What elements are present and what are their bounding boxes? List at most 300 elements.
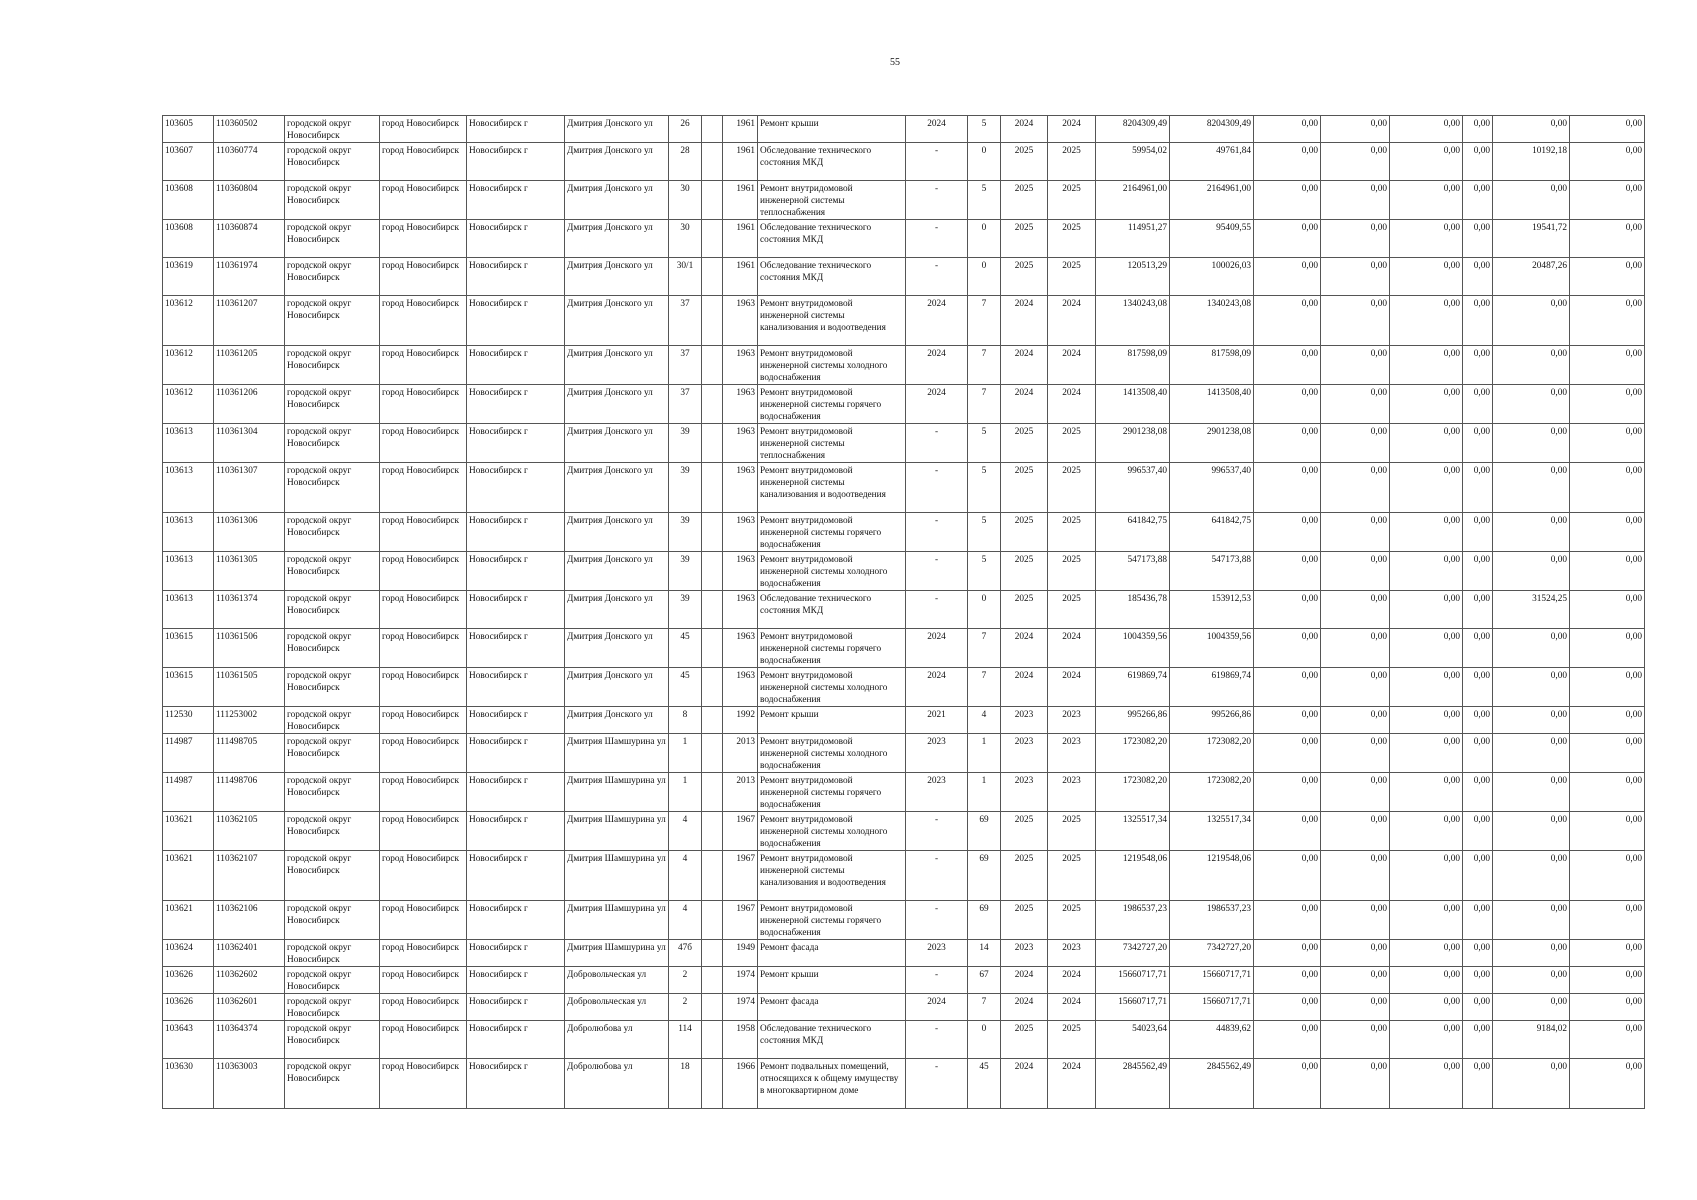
cell-reserve-funds: 0,00 — [1570, 463, 1645, 513]
cell-locality: Новосибирск г — [467, 463, 565, 513]
cell-end-year: 2025 — [1048, 220, 1096, 258]
cell-house-number: 28 — [669, 143, 702, 181]
cell-object-id: 103621 — [163, 812, 214, 851]
cell-start-year: 2025 — [1001, 901, 1048, 940]
cell-street: Дмитрия Донского ул — [565, 513, 669, 552]
cell-owners-funds: 0,00 — [1493, 463, 1570, 513]
cell-federal-budget: 0,00 — [1254, 143, 1321, 181]
cell-settlement: город Новосибирск — [380, 143, 467, 181]
cell-settlement: город Новосибирск — [380, 591, 467, 629]
cell-owners-funds: 20487,26 — [1493, 258, 1570, 296]
cell-other-sources: 0,00 — [1463, 116, 1493, 143]
cell-municipal-budget: 0,00 — [1390, 1059, 1463, 1109]
cell-work-type: Ремонт внутридомовой инженерной системы холодного водоснабжения — [758, 668, 906, 707]
cell-work-type: Обследование технического состояния МКД — [758, 220, 906, 258]
cell-planned-year: - — [906, 463, 968, 513]
cell-end-year: 2023 — [1048, 773, 1096, 812]
cell-house-number: 8 — [669, 707, 702, 734]
cell-federal-budget: 0,00 — [1254, 940, 1321, 967]
cell-planned-year: 2021 — [906, 707, 968, 734]
cell-total-cost: 8204309,49 — [1096, 116, 1170, 143]
cell-start-year: 2025 — [1001, 552, 1048, 591]
cell-object-id: 103643 — [163, 1021, 214, 1059]
cell-total-cost: 114951,27 — [1096, 220, 1170, 258]
cell-municipal-budget: 0,00 — [1390, 812, 1463, 851]
cell-total-cost: 1723082,20 — [1096, 734, 1170, 773]
cell-other-sources: 0,00 — [1463, 668, 1493, 707]
table-row — [163, 1021, 1645, 1059]
table-row — [163, 143, 1645, 181]
cell-regional-budget: 0,00 — [1321, 463, 1390, 513]
cell-planned-year: 2024 — [906, 385, 968, 424]
cell-wear-percent: 7 — [968, 629, 1001, 668]
cell-build-year: 1963 — [723, 629, 758, 668]
cell-build-year: 1961 — [723, 116, 758, 143]
cell-planned-year: - — [906, 143, 968, 181]
cell-regional-budget: 0,00 — [1321, 812, 1390, 851]
cell-object-id: 112530 — [163, 707, 214, 734]
cell-municipal-budget: 0,00 — [1390, 773, 1463, 812]
cell-reserve-funds: 0,00 — [1570, 940, 1645, 967]
cell-municipality: городской округ Новосибирск — [285, 143, 380, 181]
cell-house-number: 4 — [669, 901, 702, 940]
cell-building-letter — [702, 1059, 723, 1109]
cell-object-id: 103613 — [163, 591, 214, 629]
cell-object-id: 103621 — [163, 851, 214, 901]
cell-build-year: 1958 — [723, 1021, 758, 1059]
cell-start-year: 2025 — [1001, 143, 1048, 181]
cell-wear-percent: 7 — [968, 296, 1001, 346]
cell-reserve-funds: 0,00 — [1570, 707, 1645, 734]
cell-total-cost: 1413508,40 — [1096, 385, 1170, 424]
cell-street: Дмитрия Донского ул — [565, 591, 669, 629]
cell-owners-funds: 10192,18 — [1493, 143, 1570, 181]
cell-fund-cost: 547173,88 — [1170, 552, 1254, 591]
cell-work-type: Ремонт внутридомовой инженерной системы канализования и водоотведения — [758, 296, 906, 346]
cell-fund-cost: 1723082,20 — [1170, 773, 1254, 812]
cell-building-letter — [702, 513, 723, 552]
cell-street: Дмитрия Донского ул — [565, 143, 669, 181]
cell-federal-budget: 0,00 — [1254, 220, 1321, 258]
cell-owners-funds: 0,00 — [1493, 851, 1570, 901]
cell-planned-year: 2024 — [906, 629, 968, 668]
cell-wear-percent: 69 — [968, 812, 1001, 851]
cell-total-cost: 817598,09 — [1096, 346, 1170, 385]
cell-locality: Новосибирск г — [467, 629, 565, 668]
cell-build-year: 1963 — [723, 385, 758, 424]
cell-build-year: 1961 — [723, 220, 758, 258]
cell-work-id: 110360804 — [214, 181, 285, 220]
cell-locality: Новосибирск г — [467, 812, 565, 851]
cell-start-year: 2025 — [1001, 1021, 1048, 1059]
cell-work-id: 110362105 — [214, 812, 285, 851]
cell-house-number: 39 — [669, 424, 702, 463]
cell-municipality: городской округ Новосибирск — [285, 812, 380, 851]
cell-build-year: 1963 — [723, 552, 758, 591]
cell-other-sources: 0,00 — [1463, 1059, 1493, 1109]
cell-other-sources: 0,00 — [1463, 143, 1493, 181]
cell-planned-year: - — [906, 812, 968, 851]
cell-regional-budget: 0,00 — [1321, 1021, 1390, 1059]
cell-owners-funds: 0,00 — [1493, 629, 1570, 668]
cell-fund-cost: 995266,86 — [1170, 707, 1254, 734]
cell-street: Дмитрия Донского ул — [565, 707, 669, 734]
cell-work-id: 111498705 — [214, 734, 285, 773]
cell-municipality: городской округ Новосибирск — [285, 851, 380, 901]
cell-other-sources: 0,00 — [1463, 851, 1493, 901]
cell-fund-cost: 1413508,40 — [1170, 385, 1254, 424]
cell-locality: Новосибирск г — [467, 967, 565, 994]
cell-fund-cost: 8204309,49 — [1170, 116, 1254, 143]
cell-federal-budget: 0,00 — [1254, 385, 1321, 424]
cell-object-id: 103615 — [163, 629, 214, 668]
cell-build-year: 1967 — [723, 812, 758, 851]
cell-total-cost: 15660717,71 — [1096, 994, 1170, 1021]
cell-regional-budget: 0,00 — [1321, 994, 1390, 1021]
cell-other-sources: 0,00 — [1463, 513, 1493, 552]
cell-total-cost: 1723082,20 — [1096, 773, 1170, 812]
cell-federal-budget: 0,00 — [1254, 707, 1321, 734]
cell-end-year: 2025 — [1048, 591, 1096, 629]
cell-fund-cost: 15660717,71 — [1170, 994, 1254, 1021]
cell-federal-budget: 0,00 — [1254, 346, 1321, 385]
cell-settlement: город Новосибирск — [380, 851, 467, 901]
cell-fund-cost: 1004359,56 — [1170, 629, 1254, 668]
cell-regional-budget: 0,00 — [1321, 591, 1390, 629]
cell-settlement: город Новосибирск — [380, 258, 467, 296]
cell-settlement: город Новосибирск — [380, 668, 467, 707]
cell-work-id: 110363003 — [214, 1059, 285, 1109]
cell-settlement: город Новосибирск — [380, 552, 467, 591]
cell-regional-budget: 0,00 — [1321, 258, 1390, 296]
cell-work-type: Обследование технического состояния МКД — [758, 591, 906, 629]
cell-start-year: 2023 — [1001, 734, 1048, 773]
cell-end-year: 2025 — [1048, 463, 1096, 513]
cell-reserve-funds: 0,00 — [1570, 812, 1645, 851]
cell-object-id: 103613 — [163, 463, 214, 513]
cell-building-letter — [702, 591, 723, 629]
cell-work-id: 110360502 — [214, 116, 285, 143]
cell-work-id: 111253002 — [214, 707, 285, 734]
cell-building-letter — [702, 143, 723, 181]
cell-street: Дмитрия Шамшурина ул — [565, 812, 669, 851]
cell-locality: Новосибирск г — [467, 734, 565, 773]
cell-federal-budget: 0,00 — [1254, 513, 1321, 552]
cell-work-id: 110361206 — [214, 385, 285, 424]
cell-build-year: 1974 — [723, 967, 758, 994]
cell-building-letter — [702, 258, 723, 296]
cell-wear-percent: 4 — [968, 707, 1001, 734]
cell-street: Дмитрия Донского ул — [565, 629, 669, 668]
cell-work-type: Ремонт подвальных помещений, относящихся к общему имуществу в многоквартирном доме — [758, 1059, 906, 1109]
cell-federal-budget: 0,00 — [1254, 258, 1321, 296]
cell-municipal-budget: 0,00 — [1390, 143, 1463, 181]
cell-start-year: 2025 — [1001, 591, 1048, 629]
cell-regional-budget: 0,00 — [1321, 181, 1390, 220]
cell-work-type: Обследование технического состояния МКД — [758, 258, 906, 296]
cell-end-year: 2025 — [1048, 1021, 1096, 1059]
cell-total-cost: 1340243,08 — [1096, 296, 1170, 346]
cell-start-year: 2023 — [1001, 707, 1048, 734]
cell-regional-budget: 0,00 — [1321, 424, 1390, 463]
cell-work-id: 110362601 — [214, 994, 285, 1021]
cell-owners-funds: 31524,25 — [1493, 591, 1570, 629]
cell-municipality: городской округ Новосибирск — [285, 901, 380, 940]
cell-build-year: 1967 — [723, 901, 758, 940]
cell-wear-percent: 5 — [968, 424, 1001, 463]
cell-building-letter — [702, 734, 723, 773]
cell-owners-funds: 0,00 — [1493, 668, 1570, 707]
cell-building-letter — [702, 220, 723, 258]
cell-object-id: 103612 — [163, 385, 214, 424]
cell-other-sources: 0,00 — [1463, 1021, 1493, 1059]
cell-build-year: 1967 — [723, 851, 758, 901]
cell-fund-cost: 44839,62 — [1170, 1021, 1254, 1059]
cell-street: Дмитрия Шамшурина ул — [565, 773, 669, 812]
cell-end-year: 2025 — [1048, 181, 1096, 220]
cell-reserve-funds: 0,00 — [1570, 346, 1645, 385]
cell-house-number: 30 — [669, 220, 702, 258]
cell-reserve-funds: 0,00 — [1570, 513, 1645, 552]
cell-work-type: Ремонт внутридомовой инженерной системы канализования и водоотведения — [758, 463, 906, 513]
table-row — [163, 552, 1645, 591]
cell-house-number: 45 — [669, 668, 702, 707]
cell-municipal-budget: 0,00 — [1390, 116, 1463, 143]
cell-settlement: город Новосибирск — [380, 967, 467, 994]
cell-street: Дмитрия Шамшурина ул — [565, 940, 669, 967]
cell-wear-percent: 7 — [968, 994, 1001, 1021]
cell-start-year: 2025 — [1001, 812, 1048, 851]
cell-regional-budget: 0,00 — [1321, 220, 1390, 258]
cell-start-year: 2025 — [1001, 258, 1048, 296]
cell-fund-cost: 153912,53 — [1170, 591, 1254, 629]
cell-regional-budget: 0,00 — [1321, 940, 1390, 967]
cell-house-number: 30 — [669, 181, 702, 220]
cell-total-cost: 15660717,71 — [1096, 967, 1170, 994]
cell-wear-percent: 7 — [968, 385, 1001, 424]
cell-other-sources: 0,00 — [1463, 385, 1493, 424]
table-row — [163, 116, 1645, 143]
cell-planned-year: 2023 — [906, 773, 968, 812]
table-body — [163, 116, 1645, 1109]
cell-federal-budget: 0,00 — [1254, 296, 1321, 346]
page-number: 55 — [890, 57, 900, 68]
cell-wear-percent: 0 — [968, 143, 1001, 181]
cell-other-sources: 0,00 — [1463, 734, 1493, 773]
cell-total-cost: 2845562,49 — [1096, 1059, 1170, 1109]
cell-settlement: город Новосибирск — [380, 940, 467, 967]
table-row — [163, 812, 1645, 851]
cell-municipal-budget: 0,00 — [1390, 591, 1463, 629]
cell-work-id: 110361304 — [214, 424, 285, 463]
cell-reserve-funds: 0,00 — [1570, 851, 1645, 901]
cell-end-year: 2023 — [1048, 940, 1096, 967]
cell-locality: Новосибирск г — [467, 258, 565, 296]
cell-build-year: 2013 — [723, 773, 758, 812]
cell-municipal-budget: 0,00 — [1390, 994, 1463, 1021]
cell-house-number: 37 — [669, 385, 702, 424]
cell-federal-budget: 0,00 — [1254, 552, 1321, 591]
cell-federal-budget: 0,00 — [1254, 591, 1321, 629]
cell-end-year: 2024 — [1048, 116, 1096, 143]
cell-object-id: 114987 — [163, 734, 214, 773]
cell-object-id: 103613 — [163, 424, 214, 463]
cell-total-cost: 185436,78 — [1096, 591, 1170, 629]
cell-settlement: город Новосибирск — [380, 181, 467, 220]
cell-locality: Новосибирск г — [467, 591, 565, 629]
cell-reserve-funds: 0,00 — [1570, 773, 1645, 812]
cell-planned-year: 2024 — [906, 994, 968, 1021]
cell-locality: Новосибирск г — [467, 901, 565, 940]
cell-reserve-funds: 0,00 — [1570, 1059, 1645, 1109]
cell-house-number: 37 — [669, 296, 702, 346]
cell-fund-cost: 100026,03 — [1170, 258, 1254, 296]
cell-building-letter — [702, 552, 723, 591]
cell-work-id: 110361207 — [214, 296, 285, 346]
cell-settlement: город Новосибирск — [380, 116, 467, 143]
cell-wear-percent: 5 — [968, 116, 1001, 143]
cell-work-id: 110361374 — [214, 591, 285, 629]
cell-street: Дмитрия Шамшурина ул — [565, 734, 669, 773]
cell-other-sources: 0,00 — [1463, 901, 1493, 940]
cell-owners-funds: 19541,72 — [1493, 220, 1570, 258]
cell-locality: Новосибирск г — [467, 1059, 565, 1109]
cell-owners-funds: 0,00 — [1493, 385, 1570, 424]
cell-regional-budget: 0,00 — [1321, 901, 1390, 940]
cell-owners-funds: 0,00 — [1493, 773, 1570, 812]
cell-planned-year: - — [906, 181, 968, 220]
cell-municipality: городской округ Новосибирск — [285, 994, 380, 1021]
cell-planned-year: - — [906, 591, 968, 629]
cell-settlement: город Новосибирск — [380, 220, 467, 258]
cell-work-type: Ремонт внутридомовой инженерной системы холодного водоснабжения — [758, 734, 906, 773]
cell-work-id: 110360774 — [214, 143, 285, 181]
cell-house-number: 39 — [669, 463, 702, 513]
cell-building-letter — [702, 385, 723, 424]
cell-object-id: 103619 — [163, 258, 214, 296]
cell-other-sources: 0,00 — [1463, 258, 1493, 296]
cell-work-id: 110362401 — [214, 940, 285, 967]
cell-build-year: 1963 — [723, 346, 758, 385]
cell-other-sources: 0,00 — [1463, 220, 1493, 258]
cell-federal-budget: 0,00 — [1254, 116, 1321, 143]
cell-work-type: Ремонт внутридомовой инженерной системы теплоснабжения — [758, 424, 906, 463]
table-row — [163, 851, 1645, 901]
cell-other-sources: 0,00 — [1463, 552, 1493, 591]
cell-reserve-funds: 0,00 — [1570, 258, 1645, 296]
cell-municipal-budget: 0,00 — [1390, 967, 1463, 994]
cell-planned-year: - — [906, 258, 968, 296]
cell-owners-funds: 0,00 — [1493, 967, 1570, 994]
cell-owners-funds: 0,00 — [1493, 812, 1570, 851]
cell-fund-cost: 95409,55 — [1170, 220, 1254, 258]
cell-total-cost: 1986537,23 — [1096, 901, 1170, 940]
cell-other-sources: 0,00 — [1463, 707, 1493, 734]
cell-work-type: Ремонт внутридомовой инженерной системы горячего водоснабжения — [758, 385, 906, 424]
cell-planned-year: 2024 — [906, 296, 968, 346]
cell-municipality: городской округ Новосибирск — [285, 707, 380, 734]
cell-settlement: город Новосибирск — [380, 812, 467, 851]
cell-other-sources: 0,00 — [1463, 629, 1493, 668]
cell-municipal-budget: 0,00 — [1390, 734, 1463, 773]
cell-wear-percent: 5 — [968, 552, 1001, 591]
cell-fund-cost: 619869,74 — [1170, 668, 1254, 707]
cell-end-year: 2025 — [1048, 812, 1096, 851]
cell-building-letter — [702, 116, 723, 143]
cell-house-number: 47б — [669, 940, 702, 967]
cell-total-cost: 54023,64 — [1096, 1021, 1170, 1059]
table-row — [163, 707, 1645, 734]
cell-settlement: город Новосибирск — [380, 346, 467, 385]
cell-municipal-budget: 0,00 — [1390, 220, 1463, 258]
cell-municipal-budget: 0,00 — [1390, 552, 1463, 591]
cell-work-id: 110362107 — [214, 851, 285, 901]
cell-work-id: 110364374 — [214, 1021, 285, 1059]
cell-municipality: городской округ Новосибирск — [285, 629, 380, 668]
cell-work-type: Ремонт крыши — [758, 707, 906, 734]
cell-building-letter — [702, 668, 723, 707]
table-row — [163, 385, 1645, 424]
cell-owners-funds: 0,00 — [1493, 901, 1570, 940]
cell-municipality: городской округ Новосибирск — [285, 513, 380, 552]
cell-street: Дмитрия Донского ул — [565, 668, 669, 707]
cell-municipality: городской округ Новосибирск — [285, 463, 380, 513]
cell-house-number: 39 — [669, 591, 702, 629]
cell-regional-budget: 0,00 — [1321, 513, 1390, 552]
cell-work-type: Ремонт фасада — [758, 994, 906, 1021]
cell-start-year: 2025 — [1001, 463, 1048, 513]
cell-street: Дмитрия Донского ул — [565, 181, 669, 220]
cell-municipality: городской округ Новосибирск — [285, 591, 380, 629]
cell-settlement: город Новосибирск — [380, 1021, 467, 1059]
cell-other-sources: 0,00 — [1463, 346, 1493, 385]
cell-build-year: 1966 — [723, 1059, 758, 1109]
cell-work-type: Ремонт крыши — [758, 116, 906, 143]
cell-build-year: 1961 — [723, 258, 758, 296]
cell-build-year: 2013 — [723, 734, 758, 773]
cell-municipal-budget: 0,00 — [1390, 707, 1463, 734]
cell-owners-funds: 0,00 — [1493, 296, 1570, 346]
cell-end-year: 2025 — [1048, 901, 1096, 940]
cell-building-letter — [702, 181, 723, 220]
cell-federal-budget: 0,00 — [1254, 668, 1321, 707]
cell-build-year: 1963 — [723, 463, 758, 513]
cell-total-cost: 7342727,20 — [1096, 940, 1170, 967]
cell-other-sources: 0,00 — [1463, 967, 1493, 994]
cell-wear-percent: 69 — [968, 851, 1001, 901]
cell-work-id: 110361305 — [214, 552, 285, 591]
cell-total-cost: 1325517,34 — [1096, 812, 1170, 851]
cell-street: Дмитрия Донского ул — [565, 258, 669, 296]
cell-work-id: 110361505 — [214, 668, 285, 707]
cell-fund-cost: 7342727,20 — [1170, 940, 1254, 967]
table-row — [163, 181, 1645, 220]
cell-build-year: 1963 — [723, 296, 758, 346]
cell-reserve-funds: 0,00 — [1570, 385, 1645, 424]
cell-work-id: 110362106 — [214, 901, 285, 940]
cell-start-year: 2024 — [1001, 1059, 1048, 1109]
table-row — [163, 1059, 1645, 1109]
cell-settlement: город Новосибирск — [380, 773, 467, 812]
cell-owners-funds: 0,00 — [1493, 552, 1570, 591]
cell-building-letter — [702, 994, 723, 1021]
cell-end-year: 2024 — [1048, 629, 1096, 668]
cell-street: Добролюбова ул — [565, 1021, 669, 1059]
cell-work-id: 110361307 — [214, 463, 285, 513]
cell-municipality: городской округ Новосибирск — [285, 773, 380, 812]
cell-street: Дмитрия Шамшурина ул — [565, 901, 669, 940]
cell-fund-cost: 1986537,23 — [1170, 901, 1254, 940]
